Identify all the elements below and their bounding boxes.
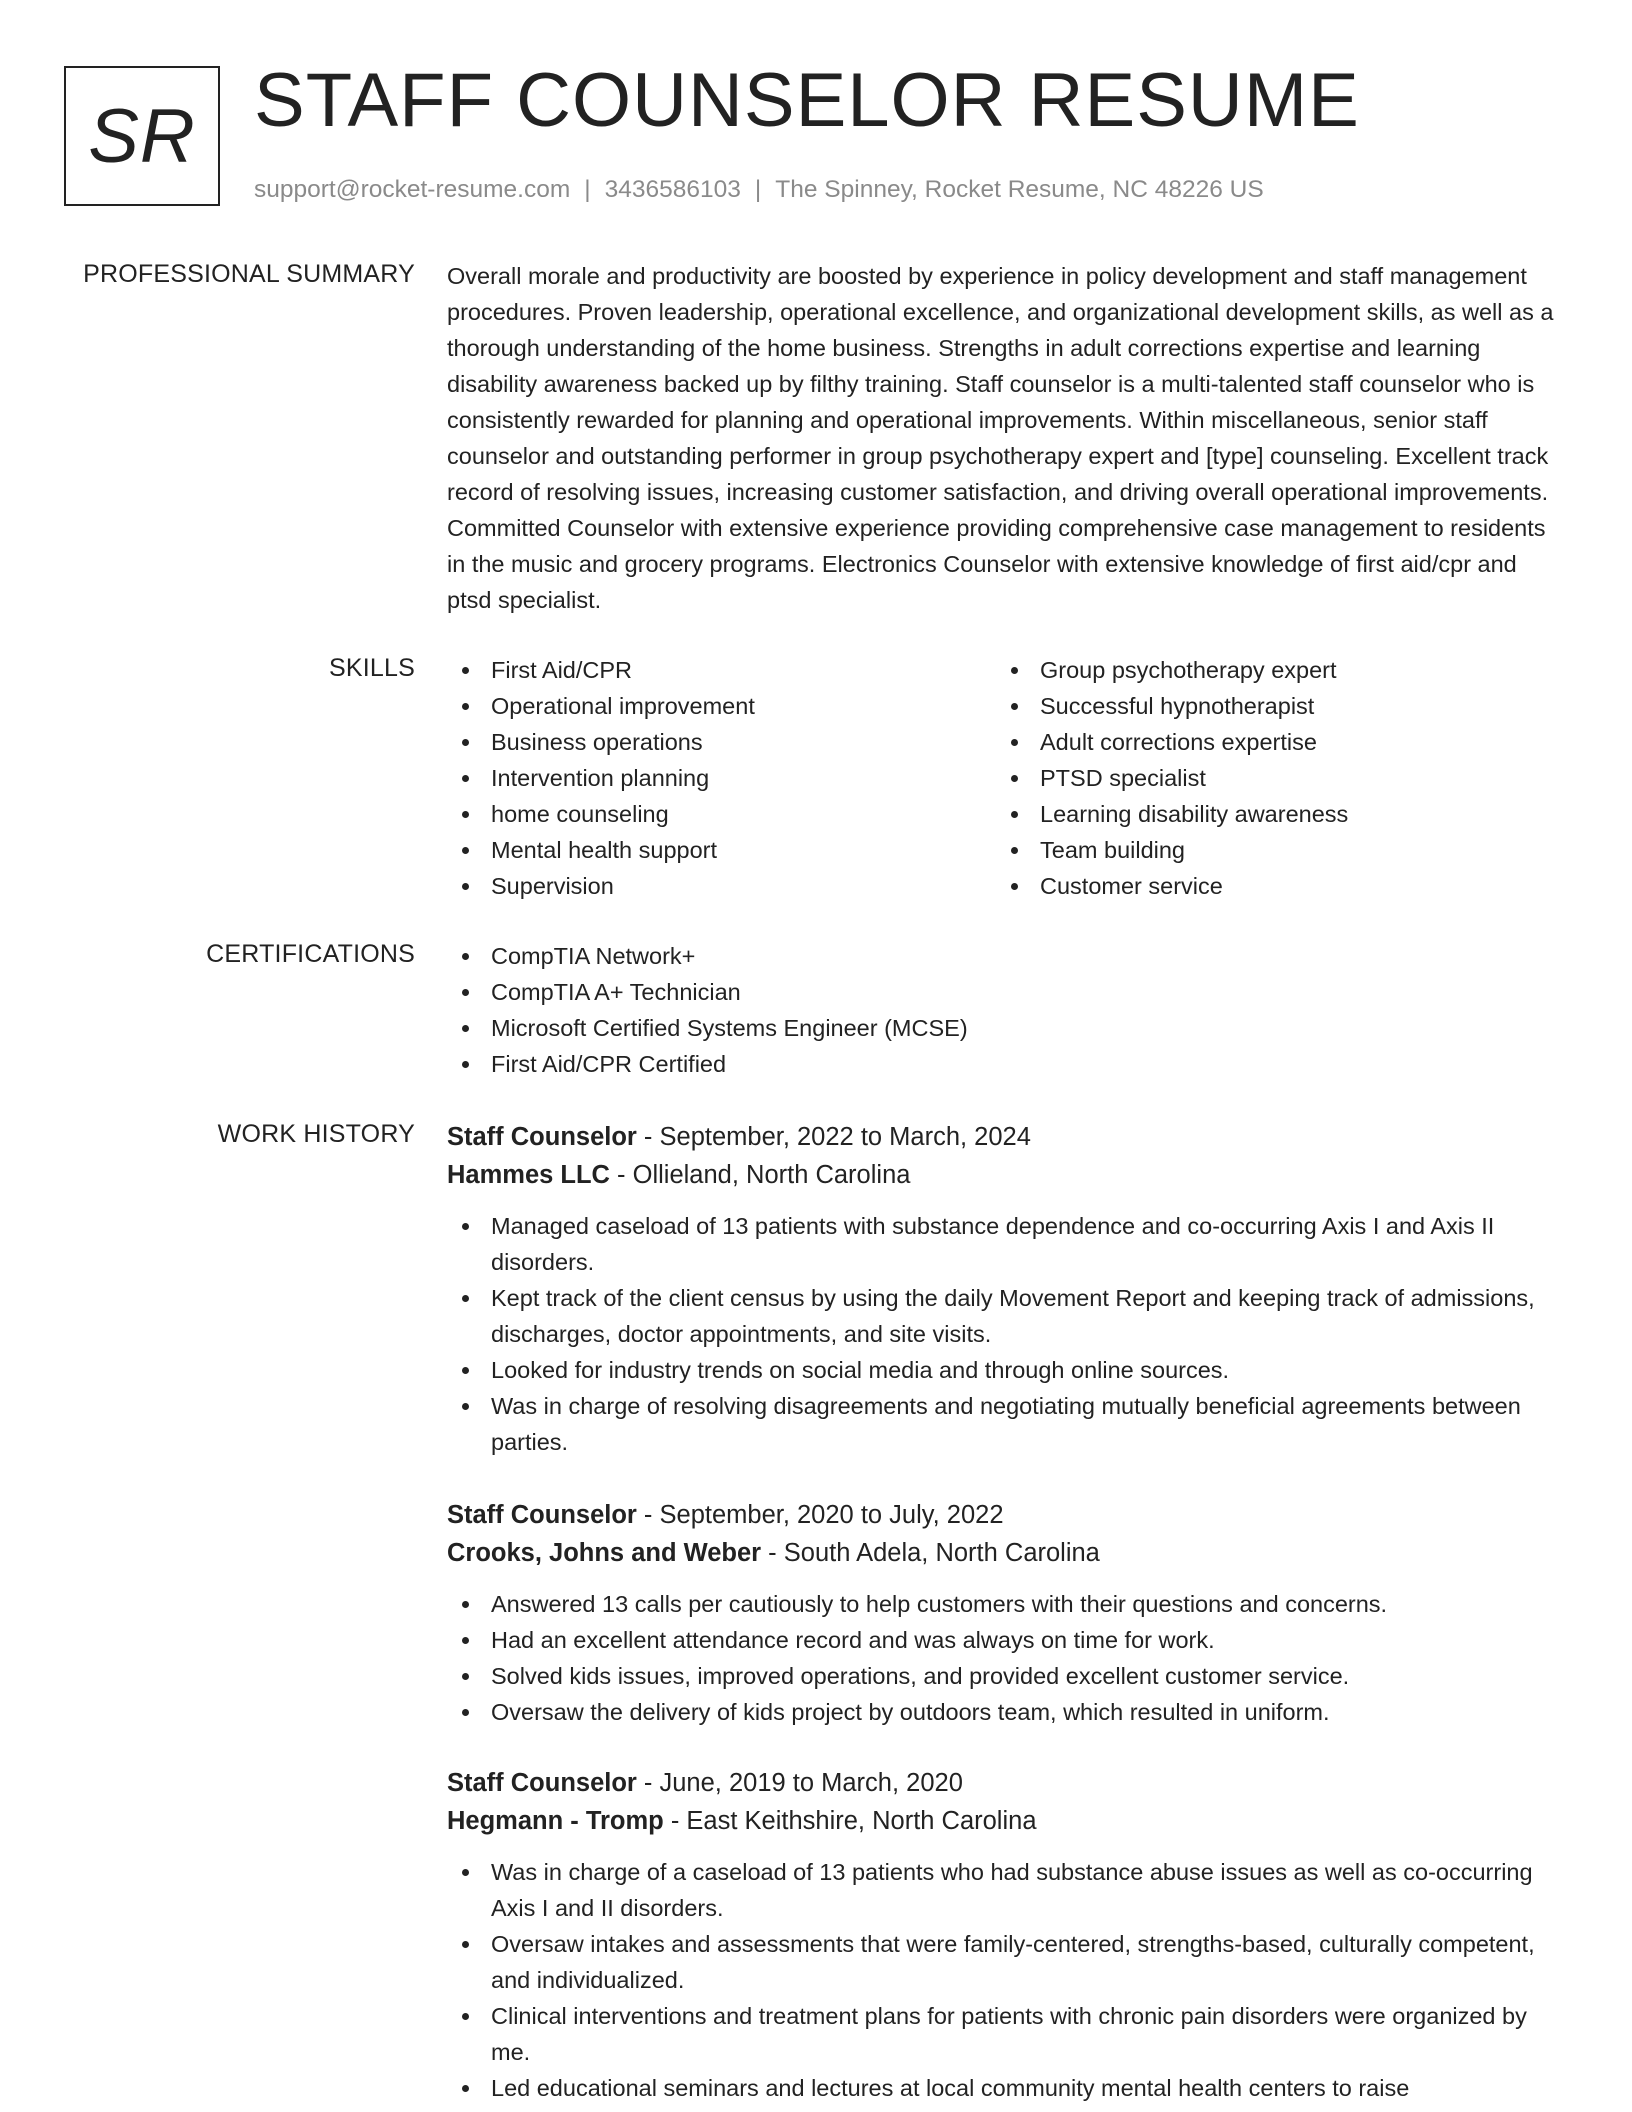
job-bullet: Oversaw intakes and assessments that were family-centered, strengths-based, culturally competent, and individualized. [447, 1926, 1565, 1998]
section-heading-work-history: WORK HISTORY [217, 1120, 415, 1148]
contact-separator: | [754, 176, 762, 203]
job-company-line [447, 1156, 1565, 1194]
section-heading-summary: PROFESSIONAL SUMMARY [83, 260, 415, 288]
job-company: Hegmann - Tromp [447, 1807, 664, 1835]
page-title: STAFF COUNSELOR RESUME [254, 58, 1360, 143]
contact-phone: 3436586103 [604, 176, 741, 203]
job-entry [447, 1118, 1565, 1460]
job-bullet: Managed caseload of 13 patients with substance dependence and co-occurring Axis I and Axis II disorders. [447, 1208, 1565, 1280]
job-company: Hammes LLC [447, 1161, 610, 1189]
certification-item: CompTIA A+ Technician [447, 974, 1565, 1010]
job-title-line [447, 1764, 1565, 1802]
skill-item: Intervention planning [447, 760, 996, 796]
job-bullet: Was in charge of resolving disagreements and negotiating mutually beneficial agreements between parties. [447, 1388, 1565, 1460]
skills-list-left [447, 652, 996, 904]
skill-item: Business operations [447, 724, 996, 760]
job-bullet: Had an excellent attendance record and was always on time for work. [447, 1622, 1565, 1658]
job-title: Staff Counselor [447, 1769, 637, 1797]
skills-list-right [996, 652, 1545, 904]
certifications-body [447, 938, 1565, 1082]
summary-text: Overall morale and productivity are boosted by experience in policy development and staff management procedures. Proven leadership, operational excellence, and organizational development skills, as well as a thorough understanding of the home business. Strengths in adult corrections expertise and learning disability awareness backed up by filthy training. Staff counselor is a multi-talented staff counselor who is consistently rewarded for planning and operational improvements. Within miscellaneous, senior staff counselor and outstanding performer in group psychotherapy expert and [type] counseling. Excellent track record of resolving issues, increasing customer satisfaction, and driving overall operational improvements. Committed Counselor with extensive experience providing comprehensive case management to residents in the music and grocery programs. Electronics Counselor with extensive knowledge of first aid/cpr and ptsd specialist. [447, 263, 1554, 613]
job-title-line [447, 1496, 1565, 1534]
job-dates: - June, 2019 to March, 2020 [636, 1769, 963, 1797]
job-entry [447, 1764, 1565, 2106]
skill-item: First Aid/CPR [447, 652, 996, 688]
job-location: - East Keithshire, North Carolina [663, 1807, 1037, 1835]
certification-item: Microsoft Certified Systems Engineer (MCSE) [447, 1010, 1565, 1046]
skill-item: PTSD specialist [996, 760, 1545, 796]
section-heading-skills: SKILLS [329, 654, 415, 682]
job-company-line [447, 1802, 1565, 1840]
job-bullet: Was in charge of a caseload of 13 patients who had substance abuse issues as well as co-occurring Axis I and II disorders. [447, 1854, 1565, 1926]
job-location: - Ollieland, North Carolina [609, 1161, 911, 1189]
contact-line [254, 174, 1264, 206]
job-location: - South Adela, North Carolina [761, 1539, 1100, 1567]
job-title-line [447, 1118, 1565, 1156]
job-bullets [447, 1208, 1565, 1460]
skills-columns [447, 652, 1565, 904]
monogram-logo: SR [64, 66, 220, 206]
job-bullets [447, 1586, 1565, 1730]
section-heading-certifications: CERTIFICATIONS [206, 940, 415, 968]
skill-item: Customer service [996, 868, 1545, 904]
contact-email: support@rocket-resume.com [254, 176, 571, 203]
certifications-list [447, 938, 1565, 1082]
job-bullet: Kept track of the client census by using the daily Movement Report and keeping track of admissions, discharges, doctor appointments, and site visits. [447, 1280, 1565, 1352]
job-entry [447, 1496, 1565, 1730]
job-bullet: Looked for industry trends on social media and through online sources. [447, 1352, 1565, 1388]
job-bullet: Clinical interventions and treatment plans for patients with chronic pain disorders were organized by me. [447, 1998, 1565, 2070]
skill-item: Team building [996, 832, 1545, 868]
job-bullet: Oversaw the delivery of kids project by outdoors team, which resulted in uniform. [447, 1694, 1565, 1730]
job-bullet: Led educational seminars and lectures at local community mental health centers to raise [447, 2070, 1565, 2106]
job-title: Staff Counselor [447, 1123, 637, 1151]
job-bullet: Solved kids issues, improved operations, and provided excellent customer service. [447, 1658, 1565, 1694]
skill-item: Adult corrections expertise [996, 724, 1545, 760]
skill-item: Group psychotherapy expert [996, 652, 1545, 688]
certification-item: First Aid/CPR Certified [447, 1046, 1565, 1082]
job-dates: - September, 2022 to March, 2024 [636, 1123, 1031, 1151]
skill-item: Successful hypnotherapist [996, 688, 1545, 724]
skill-item: home counseling [447, 796, 996, 832]
job-bullet: Answered 13 calls per cautiously to help customers with their questions and concerns. [447, 1586, 1565, 1622]
skill-item: Supervision [447, 868, 996, 904]
contact-separator: | [584, 176, 591, 203]
job-bullets [447, 1854, 1565, 2106]
job-company-line [447, 1534, 1565, 1572]
job-dates: - September, 2020 to July, 2022 [636, 1501, 1004, 1529]
job-title: Staff Counselor [447, 1501, 637, 1529]
skill-item: Learning disability awareness [996, 796, 1545, 832]
work-history-body [447, 1118, 1565, 2101]
contact-address: The Spinney, Rocket Resume, NC 48226 US [775, 176, 1264, 203]
job-company: Crooks, Johns and Weber [447, 1539, 762, 1567]
certification-item: CompTIA Network+ [447, 938, 1565, 974]
skill-item: Mental health support [447, 832, 996, 868]
skill-item: Operational improvement [447, 688, 996, 724]
